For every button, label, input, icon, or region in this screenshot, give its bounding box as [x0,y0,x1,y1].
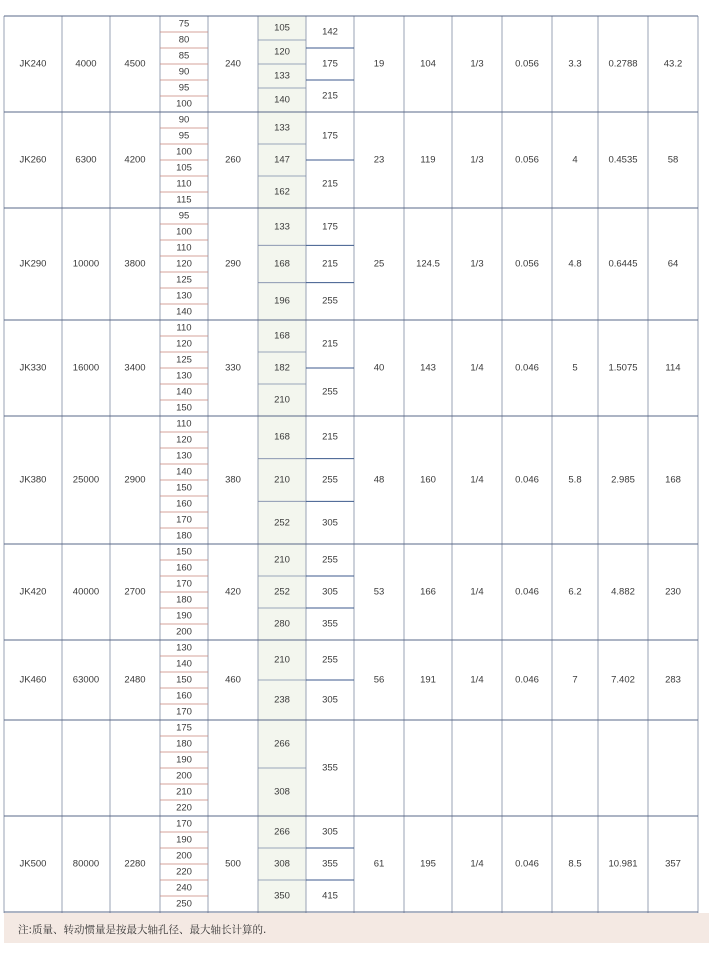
cell-bore-diameter: 130 [176,370,192,382]
cell-speed: 2700 [124,586,146,598]
cell-torque: 4000 [75,58,97,70]
cell-bore-diameter: 140 [176,306,192,318]
cell-hub-length-l2: 255 [322,654,338,666]
cell-hub-length-l1: 350 [274,890,290,902]
cell-bore-diameter: 180 [176,594,192,606]
cell-hub-length-l2: 255 [322,295,338,307]
cell-speed: 2480 [124,674,146,686]
cell-spec-value: 2.985 [611,474,635,486]
cell-spec-value: 0.056 [515,58,539,70]
cell-speed: 4200 [124,154,146,166]
cell-spec-value: 5.8 [568,474,582,486]
cell-bore-diameter: 100 [176,146,192,158]
cell-spec-value: 1/3 [470,154,484,166]
cell-bore-diameter: 180 [176,738,192,750]
cell-hub-length-l2: 255 [322,386,338,398]
cell-hub-length-l2: 175 [322,220,338,232]
cell-hub-length-l1: 105 [274,22,290,34]
cell-hub-length-l2: 355 [322,858,338,870]
cell-model: JK420 [19,586,47,598]
cell-spec-value: 8.5 [568,858,582,870]
cell-spec-value: 0.6445 [608,258,638,270]
cell-bore-diameter: 130 [176,642,192,654]
cell-model: JK380 [19,474,47,486]
cell-spec-value: 10.981 [608,858,638,870]
cell-hub-length-l2: 255 [322,474,338,486]
cell-hub-length-l1: 210 [274,554,290,566]
cell-bore-diameter: 95 [178,82,190,94]
cell-spec-value: 0.046 [515,362,539,374]
cell-hub-length-l1: 168 [274,431,290,443]
cell-spec-value: 0.046 [515,674,539,686]
cell-bore-diameter: 150 [176,546,192,558]
cell-spec-value: 114 [665,362,681,374]
cell-model: JK330 [19,362,47,374]
cell-spec-value: 61 [373,858,385,870]
cell-spec-value: 25 [373,258,385,270]
cell-hub-length-l2: 305 [322,826,338,838]
cell-hub-length-l1: 196 [274,295,290,307]
cell-hub-length-l2: 215 [322,178,338,190]
cell-hub-length-l1: 308 [274,858,290,870]
cell-outer: 240 [225,58,241,70]
cell-hub-length-l1: 162 [274,186,290,198]
cell-hub-length-l2: 215 [322,258,338,270]
cell-bore-diameter: 190 [176,834,192,846]
cell-torque: 25000 [72,474,100,486]
cell-torque: 10000 [72,258,100,270]
cell-spec-value: 1/3 [470,58,484,70]
cell-hub-length-l1: 210 [274,654,290,666]
cell-speed: 2900 [124,474,146,486]
cell-bore-diameter: 210 [176,786,192,798]
cell-spec-value: 48 [373,474,385,486]
cell-hub-length-l1: 120 [274,46,290,58]
cell-hub-length-l1: 210 [274,474,290,486]
cell-bore-diameter: 140 [176,386,192,398]
cell-spec-value: 0.4535 [608,154,638,166]
cell-bore-diameter: 190 [176,754,192,766]
cell-spec-value: 195 [420,858,436,870]
cell-spec-value: 1/4 [470,362,484,374]
cell-hub-length-l2: 215 [322,338,338,350]
cell-outer: 420 [225,586,241,598]
cell-spec-value: 1.5075 [608,362,638,374]
cell-hub-length-l1: 133 [274,122,290,134]
cell-spec-value: 23 [373,154,385,166]
cell-hub-length-l2: 142 [322,26,338,38]
cell-spec-value: 19 [373,58,385,70]
cell-spec-value: 0.046 [515,586,539,598]
cell-model: JK460 [19,674,47,686]
cell-bore-diameter: 190 [176,610,192,622]
cell-hub-length-l2: 355 [322,618,338,630]
cell-bore-diameter: 95 [178,130,190,142]
cell-outer: 500 [225,858,241,870]
cell-bore-diameter: 130 [176,450,192,462]
cell-bore-diameter: 105 [176,162,192,174]
cell-spec-value: 119 [420,154,436,166]
cell-bore-diameter: 125 [176,354,192,366]
cell-hub-length-l1: 266 [274,738,290,750]
cell-model: JK290 [19,258,47,270]
cell-bore-diameter: 170 [176,578,192,590]
cell-bore-diameter: 200 [176,626,192,638]
cell-bore-diameter: 250 [176,898,192,910]
cell-hub-length-l2: 255 [322,554,338,566]
cell-bore-diameter: 120 [176,338,192,350]
cell-hub-length-l1: 140 [274,94,290,106]
cell-hub-length-l1: 133 [274,70,290,82]
cell-outer: 460 [225,674,241,686]
cell-bore-diameter: 140 [176,466,192,478]
cell-spec-value: 43.2 [663,58,683,70]
cell-bore-diameter: 170 [176,514,192,526]
cell-bore-diameter: 150 [176,402,192,414]
cell-speed: 2280 [124,858,146,870]
cell-spec-value: 0.2788 [608,58,638,70]
cell-spec-value: 0.046 [515,474,539,486]
cell-spec-value: 5 [572,362,578,374]
cell-hub-length-l1: 133 [274,220,290,232]
cell-bore-diameter: 90 [178,66,190,78]
cell-outer: 330 [225,362,241,374]
cell-spec-value: 1/4 [470,674,484,686]
cell-outer: 380 [225,474,241,486]
cell-hub-length-l2: 355 [322,762,338,774]
cell-bore-diameter: 85 [178,50,190,62]
cell-outer: 290 [225,258,241,270]
cell-spec-value: 4 [572,154,578,166]
cell-hub-length-l2: 215 [322,90,338,102]
cell-bore-diameter: 95 [178,210,190,222]
cell-torque: 63000 [72,674,100,686]
cell-hub-length-l1: 266 [274,826,290,838]
cell-spec-value: 168 [665,474,681,486]
cell-bore-diameter: 120 [176,258,192,270]
cell-bore-diameter: 150 [176,674,192,686]
cell-spec-value: 4.8 [568,258,582,270]
cell-spec-value: 1/4 [470,586,484,598]
cell-bore-diameter: 110 [176,242,192,254]
cell-bore-diameter: 240 [176,882,192,894]
cell-bore-diameter: 110 [176,418,192,430]
cell-model: JK260 [19,154,47,166]
cell-spec-value: 7 [572,674,578,686]
cell-spec-value: 357 [665,858,681,870]
cell-spec-value: 1/4 [470,858,484,870]
cell-hub-length-l1: 252 [274,516,290,528]
cell-hub-length-l2: 175 [322,58,338,70]
cell-bore-diameter: 170 [176,706,192,718]
cell-spec-value: 58 [667,154,679,166]
cell-hub-length-l2: 305 [322,516,338,528]
cell-speed: 3400 [124,362,146,374]
cell-bore-diameter: 150 [176,482,192,494]
cell-torque: 80000 [72,858,100,870]
cell-bore-diameter: 160 [176,690,192,702]
cell-hub-length-l2: 175 [322,130,338,142]
cell-model: JK500 [19,858,47,870]
cell-outer: 260 [225,154,241,166]
cell-spec-value: 1/3 [470,258,484,270]
cell-hub-length-l1: 280 [274,618,290,630]
cell-bore-diameter: 160 [176,498,192,510]
cell-spec-value: 56 [373,674,385,686]
cell-speed: 4500 [124,58,146,70]
cell-spec-value: 53 [373,586,385,598]
cell-spec-value: 6.2 [568,586,582,598]
cell-spec-value: 230 [665,586,681,598]
cell-spec-value: 7.402 [611,674,635,686]
cell-bore-diameter: 170 [176,818,192,830]
cell-spec-value: 1/4 [470,474,484,486]
cell-spec-value: 0.056 [515,154,539,166]
cell-spec-value: 64 [667,258,679,270]
cell-spec-value: 104 [420,58,436,70]
cell-spec-value: 143 [420,362,436,374]
cell-hub-length-l2: 305 [322,694,338,706]
cell-bore-diameter: 200 [176,770,192,782]
cell-speed: 3800 [124,258,146,270]
cell-hub-length-l1: 210 [274,394,290,406]
cell-bore-diameter: 160 [176,562,192,574]
cell-spec-value: 3.3 [568,58,582,70]
cell-bore-diameter: 75 [178,18,190,30]
cell-torque: 6300 [75,154,97,166]
cell-bore-diameter: 125 [176,274,192,286]
cell-hub-length-l1: 182 [274,362,290,374]
cell-bore-diameter: 200 [176,850,192,862]
cell-torque: 40000 [72,586,100,598]
cell-bore-diameter: 100 [176,98,192,110]
cell-spec-value: 191 [420,674,436,686]
cell-bore-diameter: 80 [178,34,190,46]
cell-bore-diameter: 140 [176,658,192,670]
cell-spec-value: 124.5 [416,258,440,270]
cell-spec-value: 166 [420,586,436,598]
shaded-column [258,16,306,913]
cell-hub-length-l1: 252 [274,586,290,598]
cell-spec-value: 40 [373,362,385,374]
cell-model: JK240 [19,58,47,70]
cell-bore-diameter: 220 [176,866,192,878]
cell-bore-diameter: 130 [176,290,192,302]
cell-spec-value: 0.056 [515,258,539,270]
footnote: 注:质量、转动惯量是按最大轴孔径、最大轴长计算的. [18,924,267,936]
cell-bore-diameter: 100 [176,226,192,238]
cell-hub-length-l1: 168 [274,258,290,270]
cell-bore-diameter: 180 [176,530,192,542]
cell-spec-value: 4.882 [611,586,635,598]
cell-hub-length-l2: 215 [322,431,338,443]
cell-spec-value: 0.046 [515,858,539,870]
cell-hub-length-l2: 415 [322,890,338,902]
cell-bore-diameter: 120 [176,434,192,446]
cell-hub-length-l1: 238 [274,694,290,706]
cell-torque: 16000 [72,362,100,374]
cell-bore-diameter: 220 [176,802,192,814]
cell-hub-length-l1: 168 [274,330,290,342]
cell-bore-diameter: 90 [178,114,190,126]
cell-bore-diameter: 110 [176,178,192,190]
cell-bore-diameter: 110 [176,322,192,334]
cell-hub-length-l1: 308 [274,786,290,798]
cell-bore-diameter: 115 [176,194,192,206]
cell-spec-value: 160 [420,474,436,486]
cell-bore-diameter: 175 [176,722,192,734]
cell-hub-length-l2: 305 [322,586,338,598]
cell-spec-value: 283 [665,674,681,686]
cell-hub-length-l1: 147 [274,154,290,166]
